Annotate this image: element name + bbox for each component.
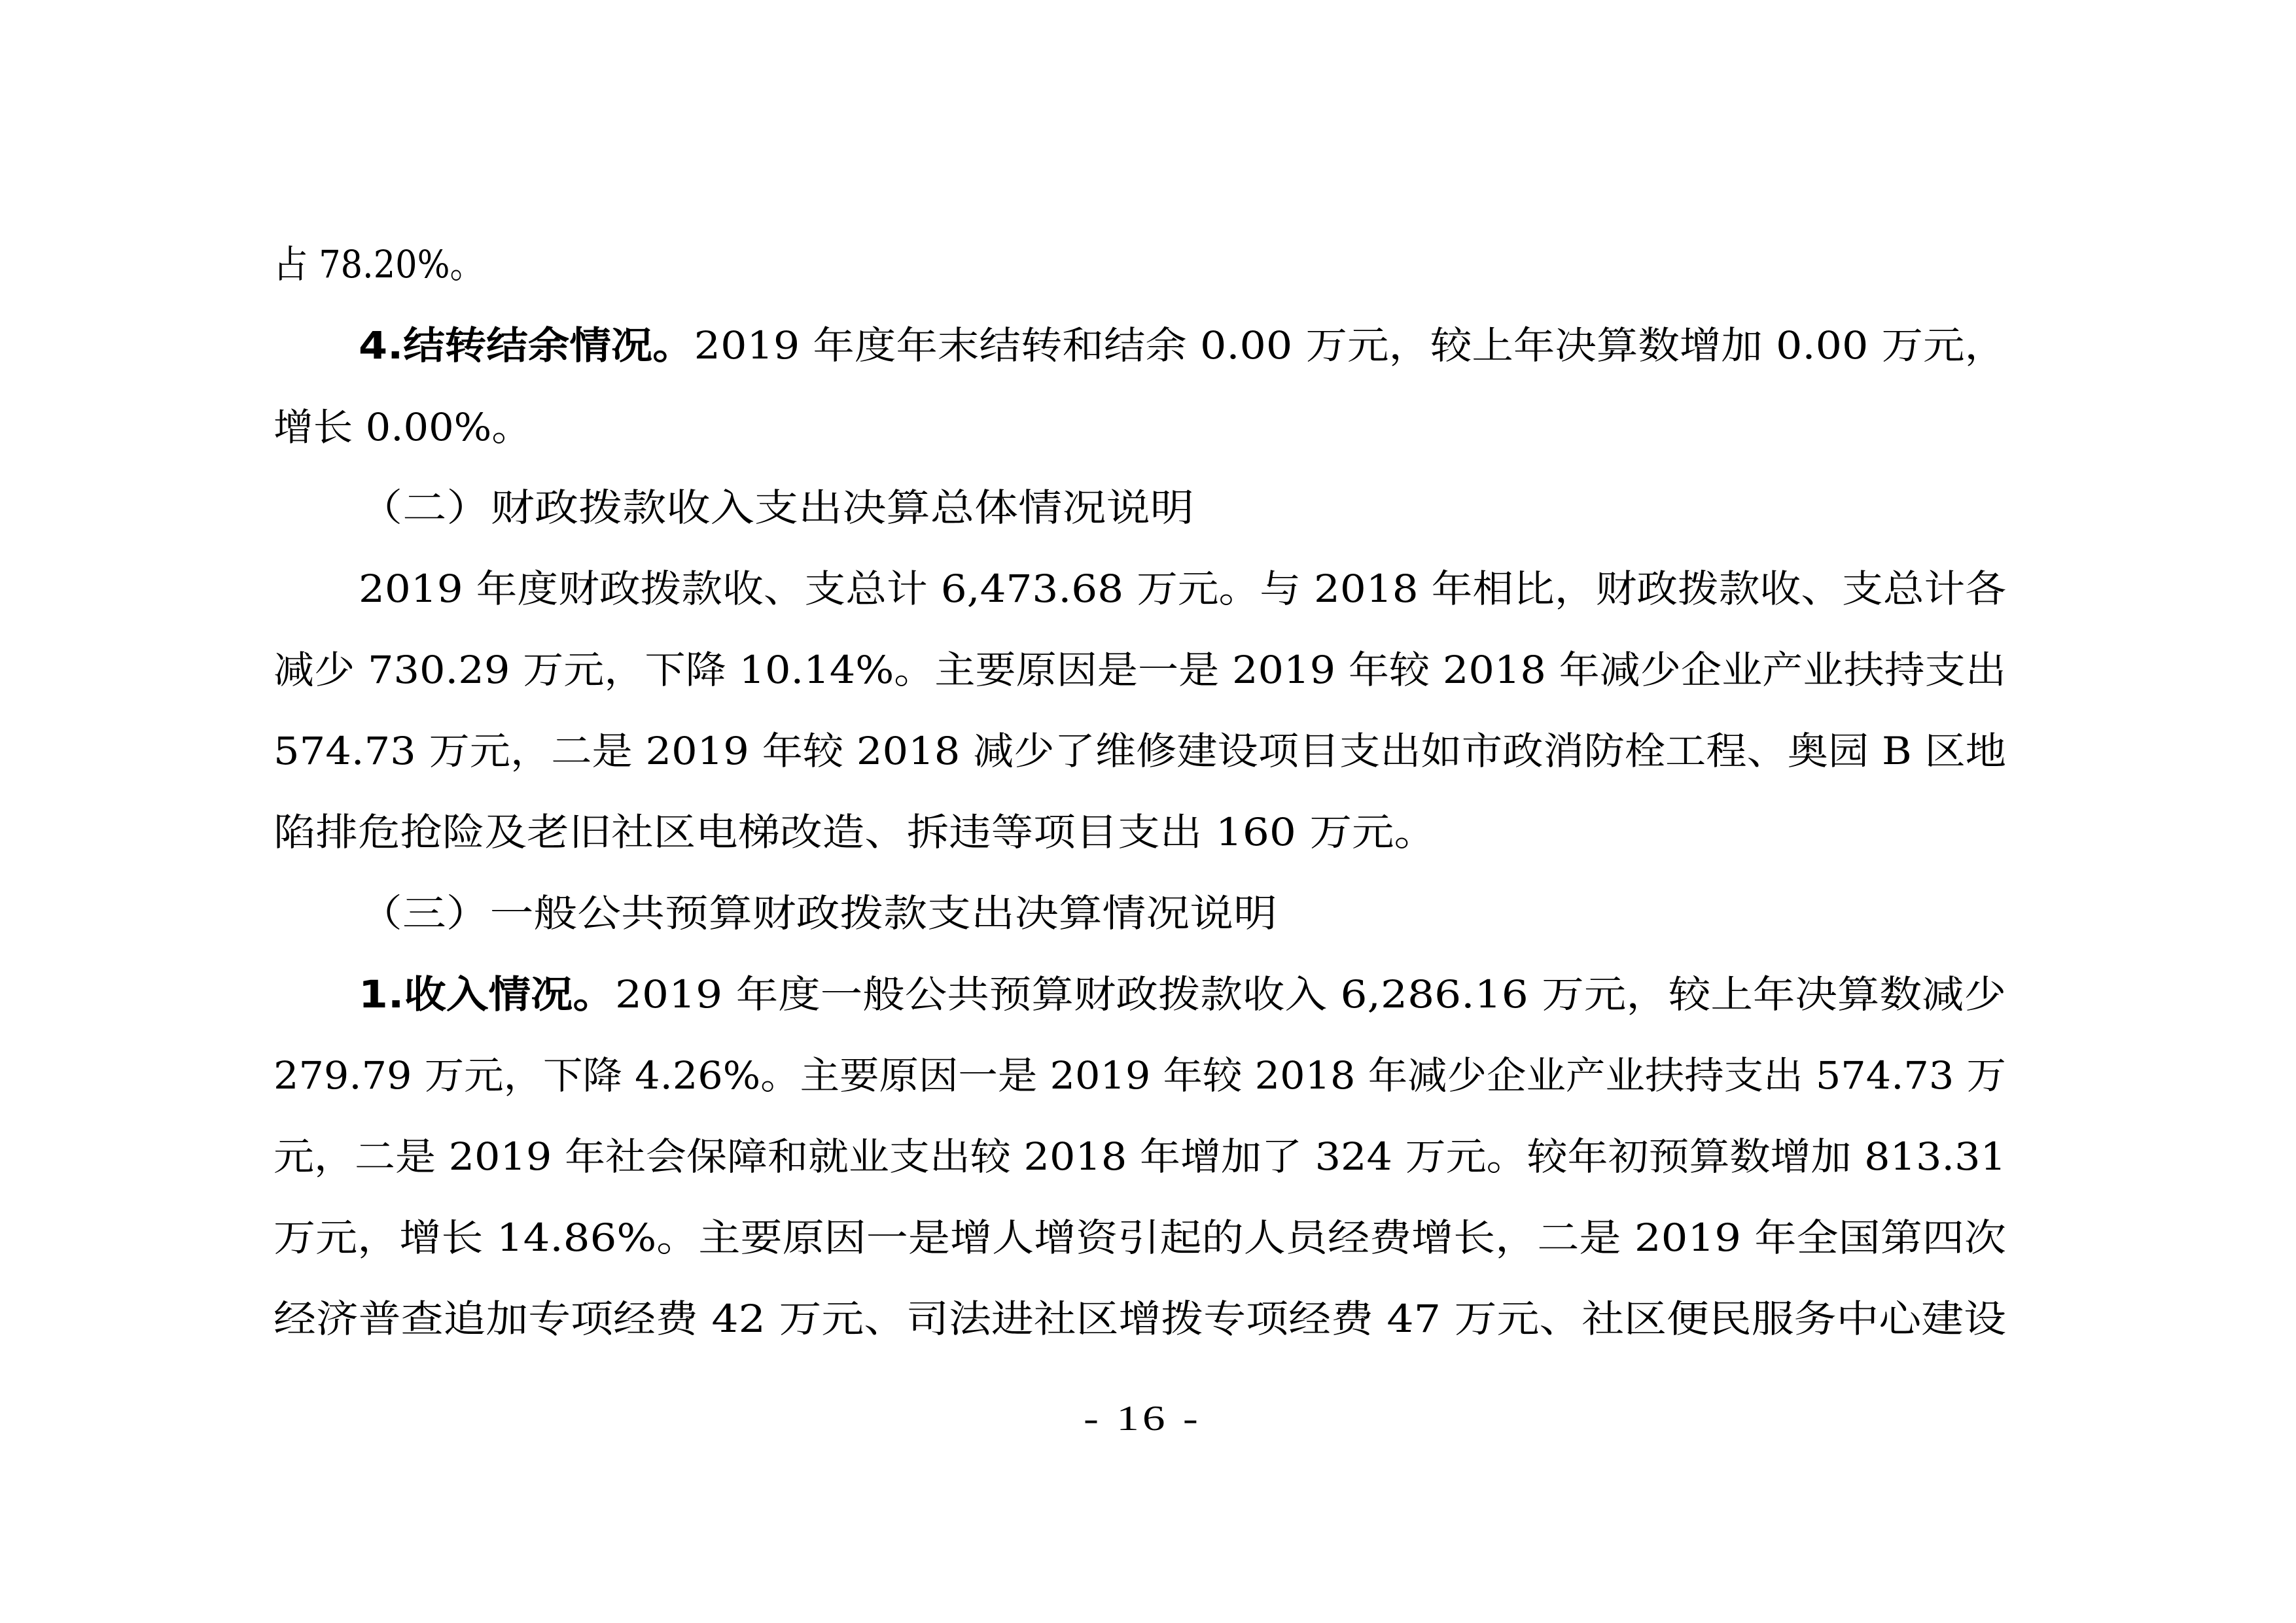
income-line-2: 279.79 万元，下降 4.26%。主要原因一是 2019 年较 2018 年减少企业产业扶持支出 574.73 万 bbox=[274, 1053, 2006, 1098]
income-line-3: 元，二是 2019 年社会保障和就业支出较 2018 年增加了 324 万元。较年初预算数增加 813.31 bbox=[274, 1134, 2006, 1179]
paragraph-continuation: 占 78.20%。 bbox=[274, 242, 484, 287]
income-line-5: 经济普查追加专项经费 42 万元、司法进社区增拨专项经费 47 万元、社区便民服务中心建设 bbox=[274, 1297, 2006, 1341]
section-2-line-1: 2019 年度财政拨款收、支总计 6,473.68 万元。与 2018 年相比，财政拨款收、支总计各 bbox=[359, 567, 2006, 611]
section-3-title: （三）一般公共预算财政拨款支出决算情况说明 bbox=[359, 891, 1277, 935]
income-paragraph-first-line bbox=[359, 972, 2006, 1017]
income-line-1: 2019 年度一般公共预算财政拨款收入 6,286.16 万元，较上年决算数减少 bbox=[614, 972, 2006, 1017]
carryover-paragraph-first-line bbox=[359, 323, 2006, 368]
section-2-line-3: 574.73 万元，二是 2019 年较 2018 减少了维修建设项目支出如市政消防栓工程、奥园 B 区地 bbox=[274, 729, 2006, 773]
section-2-line-2: 减少 730.29 万元，下降 10.14%。主要原因是一是 2019 年较 2018 年减少企业产业扶持支出 bbox=[274, 648, 2006, 692]
footer-page-number: - 16 - bbox=[1084, 1399, 1201, 1438]
income-heading: 1.收入情况。 bbox=[359, 972, 615, 1017]
income-line-4: 万元，增长 14.86%。主要原因一是增人增资引起的人员经费增长，二是 2019 年全国第四次 bbox=[274, 1215, 2006, 1260]
carryover-heading: 4.结转结余情况。 bbox=[359, 323, 694, 368]
carryover-line-1: 2019 年度年末结转和结余 0.00 万元，较上年决算数增加 0.00 万元， bbox=[694, 323, 2006, 368]
section-2-title: （二）财政拨款收入支出决算总体情况说明 bbox=[359, 485, 1194, 530]
section-2-line-4: 陷排危抢险及老旧社区电梯改造、拆违等项目支出 160 万元。 bbox=[274, 810, 1436, 854]
carryover-line-2: 增长 0.00%。 bbox=[274, 405, 531, 449]
